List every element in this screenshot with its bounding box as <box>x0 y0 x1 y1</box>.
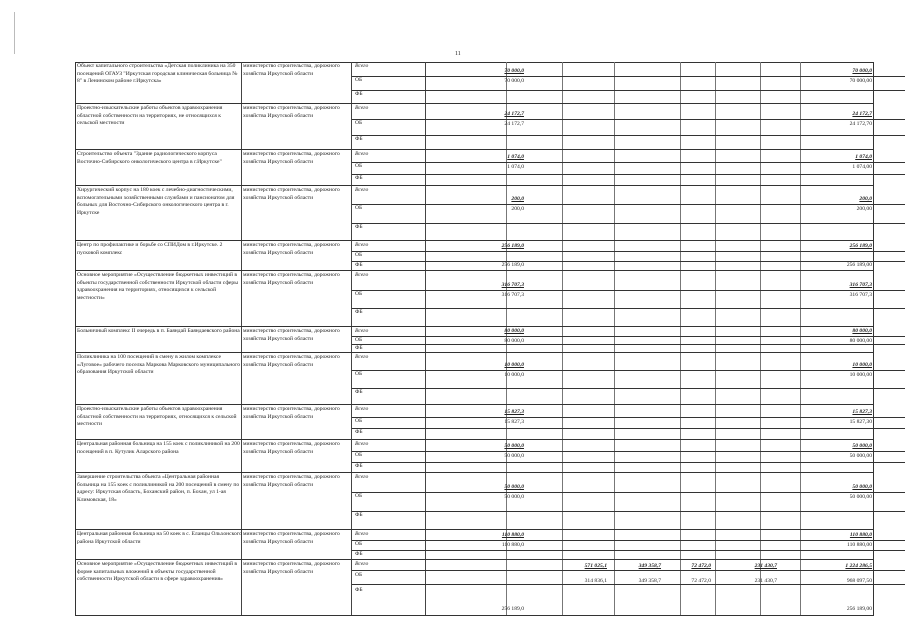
object-cell: Хирургический корпус на 180 коек с лечебно-диагностическими, вспомогательными хозяйственными службами и пансионатом для больных для Восточно-Сибирского онкологического центра в г. Иркутске <box>77 187 235 216</box>
object-cell: Основное мероприятие «Осуществление бюджетных инвестиций в форме капитальных вложений в объекты государственной собственности Иркутской области в сфере здравоохранения» <box>77 561 238 583</box>
ministry-cell: министерство строительства, дорожного хозяйства Иркутской области <box>243 474 340 488</box>
table-row <box>75 530 874 560</box>
object-cell: Центр по профилактике и борьбе со СПИДом в г.Иркутске. 2 пусковой комплекс <box>77 242 223 256</box>
total-label: Всего <box>355 531 369 537</box>
total-label: Всего <box>355 63 369 69</box>
page-number: 11 <box>455 51 461 57</box>
ob-label: ОБ <box>355 371 363 377</box>
col1-ob: 316 707,3 <box>501 292 524 298</box>
total-label: Всего <box>355 105 369 111</box>
total-label: Всего <box>355 354 369 360</box>
col1-ob: 10 000,0 <box>504 372 524 378</box>
table-row <box>75 186 874 241</box>
object-cell: Проектно-изыскательские работы объектов здравоохранения областной собственности на территориях, не относящихся к сельской местности <box>77 105 223 127</box>
ob-label: ОБ <box>355 541 363 547</box>
ministry-cell: министерство строительства, дорожного хозяйства Иркутской области <box>243 63 340 77</box>
fb-label: ФБ <box>355 262 363 268</box>
col1-ob: 50 000,0 <box>504 453 524 459</box>
right-ob: 968 097,50 <box>846 578 872 584</box>
table-row <box>75 241 874 271</box>
right-ob: 15 827,30 <box>849 419 872 425</box>
col5-total: 231 430,7 <box>754 563 777 569</box>
total-label: Всего <box>355 242 369 248</box>
ob-label: ОБ <box>355 337 363 343</box>
right-total: 50 000,0 <box>852 484 872 490</box>
table-row <box>75 405 874 440</box>
subrow-line <box>352 462 905 463</box>
right-ob: 70 000,00 <box>849 78 872 84</box>
right-total: 15 827,3 <box>852 409 872 415</box>
col3-total: 349 358,7 <box>638 563 661 569</box>
subrow-line <box>352 290 905 291</box>
table-row <box>75 327 874 353</box>
right-total: 1 224 286,5 <box>845 563 872 569</box>
col1-fb: 256 189,0 <box>501 262 524 268</box>
scan-mark <box>14 12 15 54</box>
col1-total: 110 880,0 <box>501 532 524 538</box>
col1-ob: 200,0 <box>511 206 524 212</box>
col4-total: 72 472,0 <box>691 563 711 569</box>
ob-label: ОБ <box>355 252 363 258</box>
right-total: 50 000,0 <box>852 443 872 449</box>
right-fb: 256 189,00 <box>846 262 872 268</box>
fb-label: ФБ <box>355 224 363 230</box>
right-ob: 110 880,00 <box>847 542 872 548</box>
object-cell: Больничный комплекс II очередь в п. Баяндай Баяндаевского района <box>77 328 240 334</box>
right-ob: 316 707,3 <box>849 292 872 298</box>
total-label: Всего <box>355 474 369 480</box>
subrow-line <box>352 428 905 429</box>
col2-total: 571 025,1 <box>584 563 607 569</box>
subrow-line <box>352 261 905 262</box>
table-row <box>75 62 874 104</box>
fb-label: ФБ <box>355 136 363 142</box>
col1-total: 1 074,0 <box>507 154 524 160</box>
ob-label: ОБ <box>355 205 363 211</box>
fb-label: ФБ <box>355 91 363 97</box>
ministry-cell: министерство строительства, дорожного хозяйства Иркутской области <box>243 151 340 165</box>
col1-total: 256 189,0 <box>501 243 524 249</box>
col4-ob: 72 472,0 <box>691 578 711 584</box>
total-label: Всего <box>355 441 369 447</box>
row-separator <box>75 615 874 616</box>
col1-ob: 24 172,7 <box>504 121 524 127</box>
object-cell: Объект капитального строительства «Детская поликлиника на 350 посещений ОГАУЗ "Иркутская городская клиническая больница № 8" в Ленинском районе г.Иркутска» <box>77 63 238 85</box>
col1-total: 50 000,0 <box>504 484 524 490</box>
right-ob: 1 074,00 <box>852 164 872 170</box>
right-total: 24 172,7 <box>852 111 872 117</box>
table-row <box>75 473 874 530</box>
object-cell: Проектно-изыскательские работы объектов здравоохранения областной собственности на территориях, относящихся к сельской местности <box>77 406 237 428</box>
fb-label: ФБ <box>355 429 363 435</box>
fb-label: ФБ <box>355 463 363 469</box>
subrow-line <box>352 451 905 452</box>
total-label: Всего <box>355 187 369 193</box>
ministry-cell: министерство строительства, дорожного хозяйства Иркутской области <box>243 441 340 455</box>
object-cell: Строительство объекта "Здание радиологического корпуса Восточно-Сибирского онкологического центра в г.Иркутске" <box>77 151 222 165</box>
subrow-line <box>352 76 905 77</box>
object-cell: Поликлиника на 100 посещений в смену в жилом комплексе «Луговое» рабочего поселка Маркова Марковского муниципального образования Иркутской области <box>77 354 241 376</box>
fb-label: ФБ <box>355 345 363 351</box>
col1-ob: 1 074,0 <box>507 164 524 170</box>
object-cell: Центральная районная больница на 155 коек с поликлиникой на 200 посещений в п. Кутулик Аларского района <box>77 441 240 455</box>
col5-ob: 231 430,7 <box>754 578 777 584</box>
col1-total: 200,0 <box>511 196 524 202</box>
ob-label: ОБ <box>355 120 363 126</box>
col1-total: 316 707,3 <box>501 282 524 288</box>
subrow-line <box>352 370 905 371</box>
ob-label: ОБ <box>355 452 363 458</box>
col1-total: 70 000,0 <box>504 68 524 74</box>
subrow-line <box>352 492 905 493</box>
col1-total: 80 000,0 <box>504 328 524 334</box>
right-total: 110 880,0 <box>849 532 872 538</box>
total-label: Всего <box>355 328 369 334</box>
table-row <box>75 104 874 150</box>
fb-label: ФБ <box>355 512 363 518</box>
col1-ob: 70 000,0 <box>504 78 524 84</box>
ministry-cell: министерство строительства, дорожного хозяйства Иркутской области <box>243 328 340 342</box>
fb-label: ФБ <box>355 175 363 181</box>
col1-ob: 80 000,0 <box>504 338 524 344</box>
ob-label: ОБ <box>355 291 363 297</box>
right-total: 70 000,0 <box>852 68 872 74</box>
ministry-cell: министерство строительства, дорожного хозяйства Иркутской области <box>243 561 340 575</box>
subrow-line <box>352 223 905 224</box>
ob-label: ОБ <box>355 572 363 578</box>
col1-fb: 256 189,0 <box>501 606 524 612</box>
subrow-line <box>352 344 905 345</box>
subrow-line <box>352 417 905 418</box>
ministry-cell: министерство строительства, дорожного хозяйства Иркутской области <box>243 406 340 420</box>
right-total: 1 074,0 <box>855 154 872 160</box>
ministry-cell: министерство строительства, дорожного хозяйства Иркутской области <box>243 187 340 201</box>
fb-label: ФБ <box>355 309 363 315</box>
col1-ob: 110 880,0 <box>501 542 524 548</box>
ministry-cell: министерство строительства, дорожного хозяйства Иркутской области <box>243 242 340 256</box>
col1-ob: 15 827,3 <box>504 419 524 425</box>
subrow-line <box>352 540 905 541</box>
total-label: Всего <box>355 561 369 567</box>
subrow-line <box>352 119 905 120</box>
fb-label: ФБ <box>355 551 363 557</box>
fb-label: ФБ <box>355 587 363 593</box>
subrow-line <box>352 251 905 252</box>
subrow-line <box>352 511 905 512</box>
object-cell: Центральная районная больница на 50 коек в с. Еланцы Ольхонского района Иркутской области <box>77 531 242 545</box>
right-total: 80 000,0 <box>852 328 872 334</box>
table-row <box>75 353 874 405</box>
subrow-line <box>352 336 905 337</box>
ob-label: ОБ <box>355 493 363 499</box>
subrow-line <box>352 135 905 136</box>
total-label: Всего <box>355 272 369 278</box>
table-row <box>75 271 874 327</box>
subrow-line <box>352 550 905 551</box>
col1-total: 10 000,0 <box>504 362 524 368</box>
subrow-line <box>352 308 905 309</box>
right-fb: 256 189,00 <box>846 606 872 612</box>
subrow-line <box>352 584 905 585</box>
table-row-summary <box>75 560 874 616</box>
right-total: 316 707,3 <box>849 282 872 288</box>
right-ob: 10 000,00 <box>849 372 872 378</box>
col1-total: 50 000,0 <box>504 443 524 449</box>
ministry-cell: министерство строительства, дорожного хозяйства Иркутской области <box>243 105 340 119</box>
col1-ob: 50 000,0 <box>504 494 524 500</box>
ministry-cell: министерство строительства, дорожного хозяйства Иркутской области <box>243 354 340 368</box>
col1-total: 15 827,3 <box>504 409 524 415</box>
ministry-cell: министерство строительства, дорожного хозяйства Иркутской области <box>243 531 340 545</box>
table-row <box>75 440 874 473</box>
col3-ob: 349 358,7 <box>638 578 661 584</box>
right-ob: 200,00 <box>856 206 872 212</box>
fb-label: ФБ <box>355 389 363 395</box>
ministry-cell: министерство строительства, дорожного хозяйства Иркутской области <box>243 272 340 286</box>
col2-ob: 314 836,1 <box>584 578 607 584</box>
right-total: 10 000,0 <box>852 362 872 368</box>
total-label: Всего <box>355 151 369 157</box>
subrow-line <box>352 162 905 163</box>
table-row <box>75 150 874 186</box>
subrow-line <box>352 570 905 571</box>
right-total: 200,0 <box>859 196 872 202</box>
total-label: Всего <box>355 406 369 412</box>
ob-label: ОБ <box>355 418 363 424</box>
subrow-line <box>352 90 905 91</box>
subrow-line <box>352 204 905 205</box>
object-cell: Завершение строительства объекта «Центральная районная больница на 155 коек с поликлиникой на 200 посещений в смену по адресу: Иркутская область, Боханский район, п. Бохан, ул 1-ая Климовская, 18» <box>77 474 240 503</box>
right-total: 256 189,0 <box>849 243 872 249</box>
subrow-line <box>352 388 905 389</box>
col1-total: 24 172,7 <box>504 111 524 117</box>
right-ob: 80 000,00 <box>849 338 872 344</box>
right-ob: 50 000,00 <box>849 453 872 459</box>
ob-label: ОБ <box>355 77 363 83</box>
right-ob: 50 000,00 <box>849 494 872 500</box>
right-ob: 24 172,70 <box>849 121 872 127</box>
subrow-line <box>352 174 905 175</box>
object-cell: Основное мероприятие «Осуществление бюджетных инвестиций в объекты государственной собственности Иркутской области сферы здравоохранения на территориях, относящихся к сельской местности» <box>77 272 238 301</box>
ob-label: ОБ <box>355 163 363 169</box>
